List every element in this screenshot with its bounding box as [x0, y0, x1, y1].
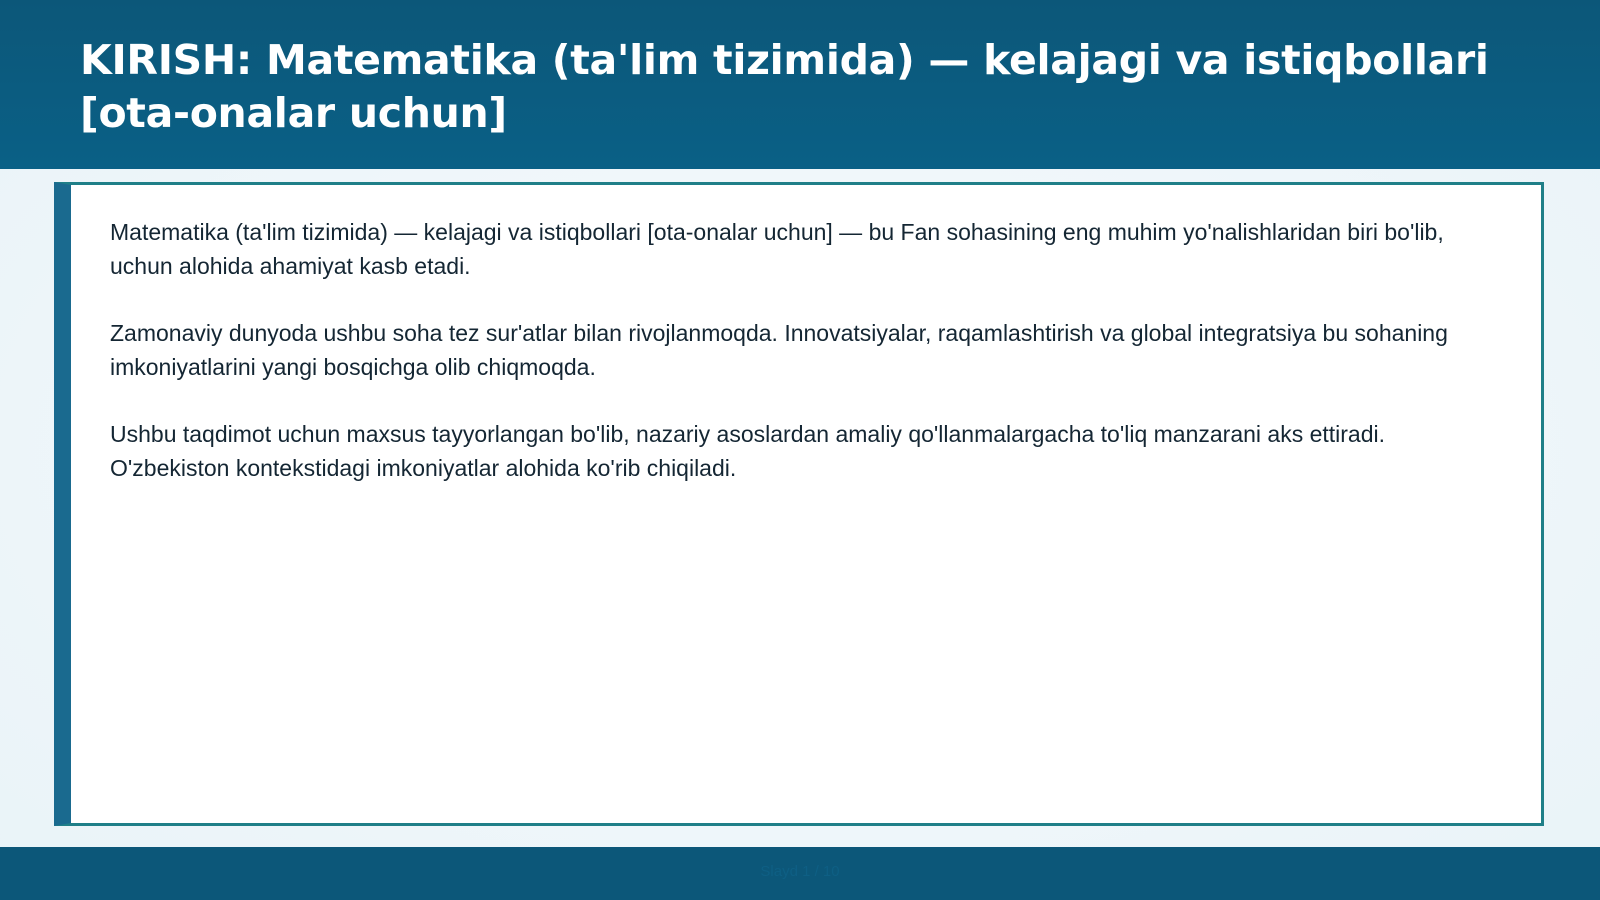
content-text — [110, 215, 1510, 518]
paragraph-presentation-purpose: Ushbu taqdimot uchun maxsus tayyorlangan bo'lib, nazariy asoslardan amaliy qo'llanmalargacha to'liq manzarani aks ettiradi. O'zbekiston kontekstidagi imkoniyatlar alohida ko'rib chiqiladi. — [110, 421, 1386, 481]
slide-title: KIRISH: Matematika (ta'lim tizimida) — kelajagi va istiqbollari [ota-onalar uchun] — [80, 36, 1489, 137]
slide-header — [0, 0, 1600, 169]
content-card — [54, 182, 1544, 826]
slide-number: Slayd 1 / 10 — [760, 863, 840, 880]
slide-footer — [0, 847, 1600, 900]
paragraph-intro: Matematika (ta'lim tizimida) — kelajagi va istiqbollari [ota-onalar uchun] — bu Fan sohasining eng muhim yo'nalishlaridan biri bo'lib, uchun alohida ahamiyat kasb etadi. — [110, 219, 1444, 279]
paragraph-modern-world: Zamonaviy dunyoda ushbu soha tez sur'atlar bilan rivojlanmoqda. Innovatsiyalar, raqamlashtirish va global integratsiya bu sohaning imkoniyatlarini yangi bosqichga olib chiqmoqda. — [110, 320, 1448, 380]
